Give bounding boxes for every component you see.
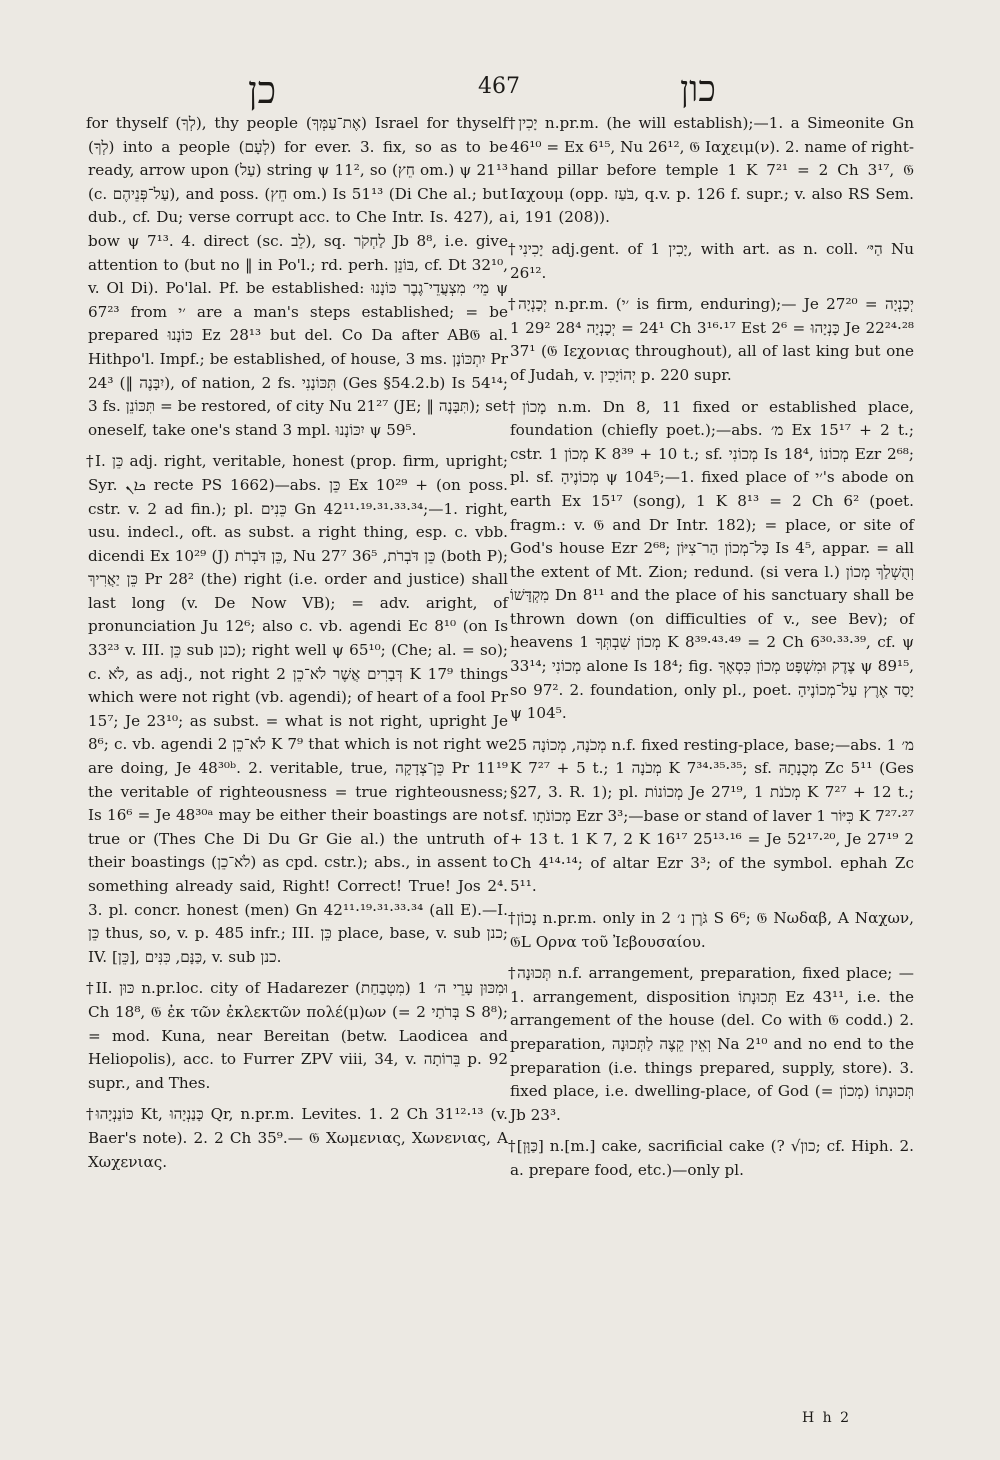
right-column [510, 112, 914, 1191]
right-paragraph: †יָכִין n.pr.m. (he will establish);—1. a Simeonite Gn 46¹⁰ = Ex 6¹⁵, Nu 26¹², 𝔊 Ιαχειμ(ν). 2. name of right-hand pillar before temple 1 K 7²¹ = 2 Ch 3¹⁷, 𝔊 Ιαχουμ (opp. בֹּעַז, q.v. p. 126 f. supr.; v. also RS Sem. i, 191 (208)). [508, 114, 915, 227]
right-running-head: כון [680, 69, 716, 110]
left-paragraph: †כּוֹנַנְיָהוּ Kt, כָּנַנְיָהוּ Qr, n.pr.m. Levites. 1. 2 Ch 31¹²·¹³ (v. Baer's note). 2. 2 Ch 35⁹.— 𝔊 Χωμενιας, Χωνενιας, Α Χωχενιας. [86, 1105, 508, 1171]
right-paragraph: †נָכוֹן n.pr.m. only in גֹּרֶן נ׳ 2 S 6⁶; 𝔊 Νωδαβ, Α Ναχων, 𝔊L Ορνα τοῦ Ἰεβουσαίου. [508, 909, 914, 951]
right-paragraph: †יְכָנְיָה n.pr.m. (׳י is firm, enduring);— Je 27²⁰ = יְכָנְיָה 24¹ = יְכָנְיָה 28⁴ 29² 1 Ch 3¹⁶·¹⁷ Est 2⁶ = כָּנְיָהוּ Je 22²⁴·²⁸ 37¹ (𝔊 Ιεχονιας throughout), all of last king but one of Judah, v. יְהוֹיָכִין p. 220 supr. [508, 295, 915, 384]
right-paragraph: מְכֹנָה, מְכוֹנָה 25 n.f. fixed resting-place, base;—abs. מ׳ 1 K 7²⁷ + 5 t.; מְכֹנָה 1 K 7³⁴·³⁵·³⁵; sf. מְכֻנָתָהּ Zc 5¹¹ (Ges §27, 3. R. 1); pl. מְכוֹנוֹת Je 27¹⁹, מְכֹנֹת 1 K 7²⁷ + 12 t.; sf. מְכוֹנֹתָו Ezr 3³;—base or stand of laver כִּיּוֹר 1 K 7²⁷·²⁷ + 13 t. 1 K 7, 2 K 16¹⁷ 25¹³·¹⁶ = Je 52¹⁷·²⁰, Je 27¹⁹ 2 Ch 4¹⁴·¹⁴; of altar Ezr 3³; of the symbol. ephah Zc 5¹¹. [508, 735, 914, 896]
left-paragraph: †I. כֵּן adj. right, veritable, honest (prop. firm, upright; Syr. ܟܐܢ recte PS 1662)—abs. כֵּן Ex 10²⁹ + (on poss. cstr. v. 2 ad fin.); pl. כֵּנִים Gn 42¹¹·¹⁹·³¹·³³·³⁴;—1. right, usu. indecl., oft. as subst. a right thing, esp. c. vbb. dicendi Ex 10²⁹ (J) כֵּן דֹּבְרֹת, Nu 27⁷ כֵּן דֹּבְרֹת, 36⁵ (both P); כֵּן יַאֲרִיךְ Pr 28² (the) right (i.e. order and justice) shall last long (v. De Now VB); = adv. aright, of pronunciation Ju 12⁶; also c. vb. agendi Ec 8¹⁰ (on Is 33²³ v. III. כֵּן sub כנן); right well ψ 65¹⁰; (Che; al. = so); c. לֹא, as adj., not right דְּבָרִים אֲשֶׁר לֹא־כֵן 2 K 17⁹ things which were not right (vb. agendi); of heart of a fool Pr 15⁷; Je 23¹⁰; as subst. = what is not right, upright Je 8⁶; c. vb. agendi לֹא־כֵן 2 K 7⁹ that which is not right we are doing, Je 48³⁰ᵇ. 2. veritable, true, כֵּן־צְדָקָה Pr 11¹⁹ the veritable of righteousness = true righteousness; Is 16⁶ = Je 48³⁰ᵃ may be either their boastings are not true or (Thes Che Di Du Gr Gie al.) the untruth of their boastings (לֹא־כֵן) as cpd. cstr.); abs., in assent to something already said, Right! Correct! True! Jos 2⁴. 3. pl. concr. honest (men) Gn 42¹¹·¹⁹·³¹·³³·³⁴ (all E).—I. כֵּן thus, so, v. p. 485 infr.; III. כֵּן place, base, v. sub כנן; IV. [כֵּן], כַּנָּם, כִּנִּים, v. sub כנן. [86, 452, 509, 966]
running-head [0, 60, 1000, 120]
right-paragraph: †[כַּוָּן] n.[m.] cake, sacrificial cake (? √כון; cf. Hiph. 2. a. prepare food, etc.)—only pl. [508, 1137, 914, 1179]
left-paragraph: †II. כּוּן n.pr.loc. city of Hadarezer (מִטְבַחַת) וּמִכּוּן עָרֵי ה׳ 1 Ch 18⁸, 𝔊 ἐκ τῶν ἐκλεκτῶν πολέ(μ)ων (= בְּרֹתַי 2 S 8⁸); = mod. Kuna, near Bereitan (betw. Laodicea and Heliopolis), acc. to Furrer ZPV viii, 34, v. בֵּרוֹתָה p. 92 supr., and Thes. [86, 979, 509, 1092]
left-paragraph: for thyself (לְךָ), thy people (אֶת־עַמְּךָ) Israel for thyself (לְךָ) into a people (לְעָם) for ever. 3. fix, so as to be ready, arrow upon (עַל) string ψ 11², so (חֵץ om.) ψ 21¹³ (c. עַל־פְּנֵיהֶם), and poss. (חֵץ om.) Is 51¹³ (Di Che al.; but dub., cf. Du; verse corrupt acc. to Che Intr. Is. 427), a bow ψ 7¹³. 4. direct (sc. לֵב), sq. לַחְקֹר Jb 8⁸, i.e. give attention to (but no ‖ in Po'l.; rd. perh. בּוֹנֵן, cf. Dt 32¹⁰, v. Ol Di). Po'lal. Pf. be established: מֵי׳ מִצְעֲדֵי־גֶבֶר כּוֹנָנוּ ψ 67²³ from ׳י are a man's steps established; = be prepared כּוֹנָנוּ Ez 28¹³ but del. Co Da after AB𝔊 al. Hithpo'l. Impf.; be established, of house, 3 ms. יִתְכּוֹנָן Pr 24³ (‖ יִבָּנֶה), of nation, 2 fs. תִּכּוֹנָנִי (Ges §54.2.b) Is 54¹⁴; 3 fs. תִּכּוֹנֵן = be restored, of city Nu 21²⁷ (JE; ‖ תִּבָּנֶה); set oneself, take one's stand 3 mpl. יִכּוֹנָנוּ ψ 59⁵. [86, 114, 508, 439]
page-number: 467 [478, 74, 520, 99]
left-column [88, 112, 508, 1182]
right-paragraph: †תְּכוּנָה n.f. arrangement, preparation, fixed place; — 1. arrangement, disposition תְּכוּנָתוֹ Ez 43¹¹, i.e. the arrangement of the house (del. Co with 𝔊 codd.) 2. preparation, וְאֵין קֵצֶה לַתְּכוּנָה Na 2¹⁰ and no end to the preparation (i.e. things prepared, supply, store). 3. fixed place, i.e. dwelling-place, of God (= מְכוֹן) תְּכוּנָתוֹ Jb 23³. [508, 964, 915, 1124]
left-running-head: כן [248, 68, 277, 112]
right-paragraph: †מָכוֹן n.m. Dn 8, 11 fixed or established place, foundation (chiefly poet.);—abs. מ׳ Ex 15¹⁷ + 2 t.; cstr. מְכוֹן 1 K 8³⁹ + 10 t.; sf. מְכוֹנִי Is 18⁴, מְכוֹנוֹ Ezr 2⁶⁸; pl. sf. מְכוֹנֶיהָ ψ 104⁵;—1. fixed place of ׳י's abode on earth Ex 15¹⁷ (song), 1 K 8¹³ = 2 Ch 6² (poet. fragm.: v. 𝔊 and Dr Intr. 182); = place, or site of God's house Ezr 2⁶⁸; כָּל־מְכוֹן הַר־צִיּוֹן Is 4⁵, appar. = all the extent of Mt. Zion; redund. (si vera l.) וְהֻשְׁלַךְ מְכוֹן מִקְדָּשׁוֹ Dn 8¹¹ and the place of his sanctuary shall be thrown down (on difficulties of v., see Bev); of heavens מְכוֹן שִׁבְתְּךָ 1 K 8³⁹·⁴³·⁴⁹ = 2 Ch 6³⁰·³³·³⁹, cf. ψ 33¹⁴; מְכוֹנִי alone Is 18⁴; fig. צֶדֶק וּמִשְׁפָּט מְכוֹן כִּסְאֶךָ ψ 89¹⁵, so 97². 2. foundation, only pl., poet. יָסַד אֶרֶץ עַל־מְכוֹנֶיהָ ψ 104⁵. [508, 397, 915, 723]
right-paragraph: †יָכִינִי adj.gent. of יָכִין 1, with art. as n. coll. הַיּ׳ Nu 26¹². [508, 239, 915, 282]
signature-mark: H h 2 [802, 1410, 852, 1426]
